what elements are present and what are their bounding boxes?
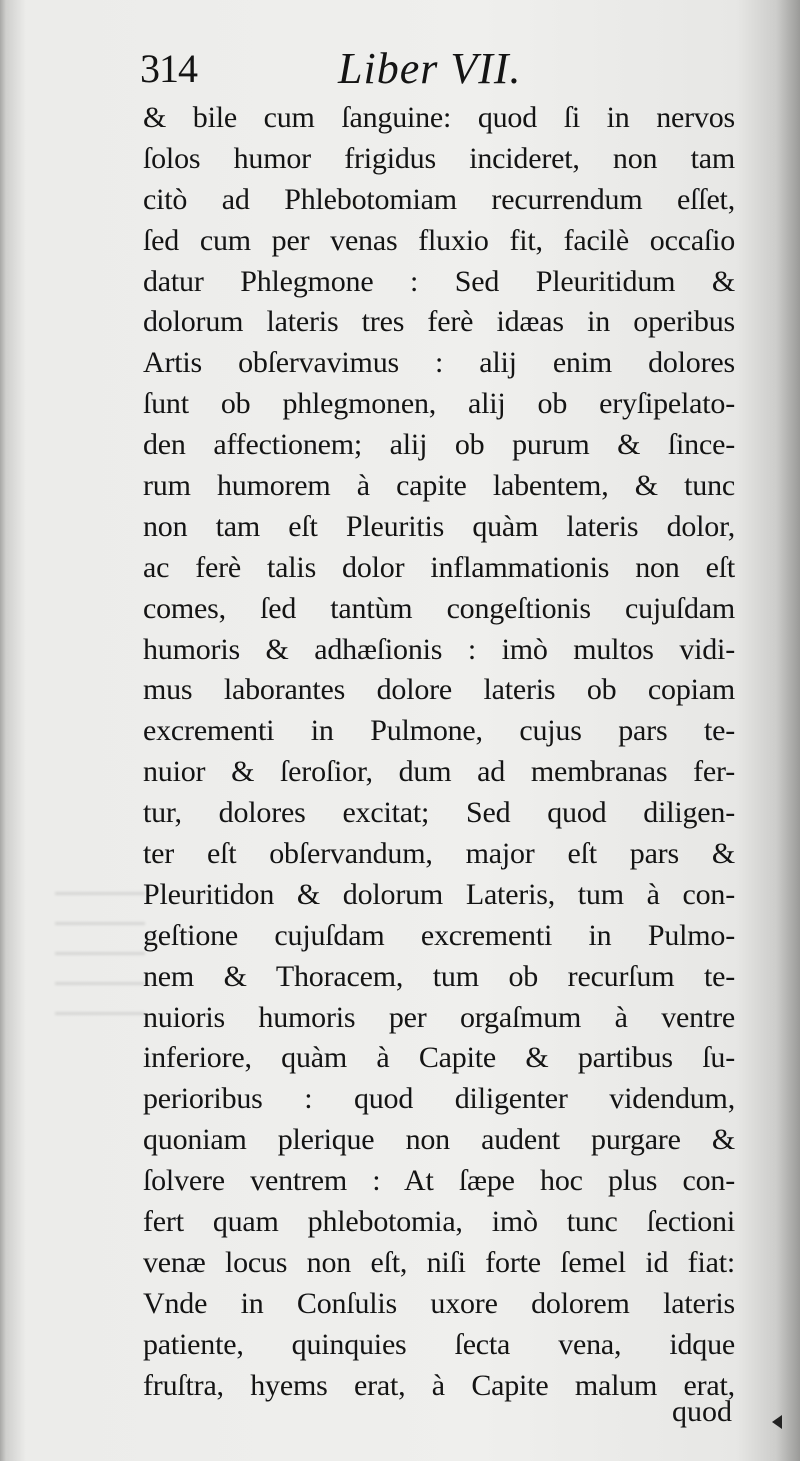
text-line: & bile cum ſanguine: quod ſi in nervos — [143, 101, 735, 134]
text-line: dolorum lateris tres ferè idæas in operibus — [143, 305, 735, 339]
page-header — [140, 42, 750, 96]
text-line: Artis obſervavimus : alij enim dolores — [143, 346, 735, 380]
body-text — [143, 98, 735, 1407]
text-line: ſolos humor frigidus incideret, non tam — [143, 141, 735, 175]
text-line: den affectionem; alij ob purum & ſince- — [143, 428, 735, 462]
text-line: ſolvere ventrem : At ſæpe hoc plus con- — [143, 1164, 735, 1198]
text-line: Vnde in Conſulis uxore dolorem lateris — [143, 1286, 735, 1320]
text-line: tur, dolores excitat; Sed quod diligen- — [143, 796, 735, 830]
text-line: ac ferè talis dolor inflammationis non eſt — [143, 550, 735, 584]
text-line: patiente, quinquies ſecta vena, idque — [143, 1327, 735, 1361]
text-line: perioribus : quod diligenter videndum, — [143, 1082, 735, 1116]
text-line: geſtione cujuſdam excrementi in Pulmo- — [143, 918, 735, 952]
text-line: fert quam phlebotomia, imò tunc ſectioni — [143, 1205, 735, 1239]
text-line: Pleuritidon & dolorum Lateris, tum à con- — [143, 877, 735, 911]
text-line: nuioris humoris per orgaſmum à ventre — [143, 1000, 735, 1034]
text-line: fruſtra, hyems erat, à Capite malum erat, — [143, 1368, 735, 1402]
page-number: 314 — [140, 46, 197, 91]
edge-mark-icon — [772, 1415, 782, 1429]
show-through-text — [55, 880, 145, 1040]
running-title: Liber VII. — [338, 44, 522, 93]
text-line: venæ locus non eſt, niſi forte ſemel id fiat: — [143, 1245, 735, 1279]
text-line: citò ad Phlebotomiam recurrendum eſſet, — [143, 182, 735, 216]
text-line: rum humorem à capite labentem, & tunc — [143, 469, 735, 503]
text-line: ter eſt obſervandum, major eſt pars & — [143, 837, 735, 871]
text-line: ſed cum per venas fluxio fit, facilè occaſio — [143, 223, 735, 257]
text-line: nuior & ſeroſior, dum ad membranas fer- — [143, 755, 735, 789]
catchword: quod — [672, 1395, 732, 1428]
text-line: comes, ſed tantùm congeſtionis cujuſdam — [143, 591, 735, 625]
text-line: nem & Thoracem, tum ob recurſum te- — [143, 959, 735, 993]
text-line: non tam eſt Pleuritis quàm lateris dolor, — [143, 509, 735, 543]
text-line: mus laborantes dolore lateris ob copiam — [143, 673, 735, 707]
text-line: excrementi in Pulmone, cujus pars te- — [143, 714, 735, 748]
text-line: humoris & adhæſionis : imò multos vidi- — [143, 632, 735, 666]
text-line: quoniam plerique non audent purgare & — [143, 1123, 735, 1157]
text-line: ſunt ob phlegmonen, alij ob eryſipelato- — [143, 387, 735, 421]
text-line: inferiore, quàm à Capite & partibus ſu- — [143, 1041, 735, 1075]
text-line: datur Phlegmone : Sed Pleuritidum & — [143, 264, 735, 298]
